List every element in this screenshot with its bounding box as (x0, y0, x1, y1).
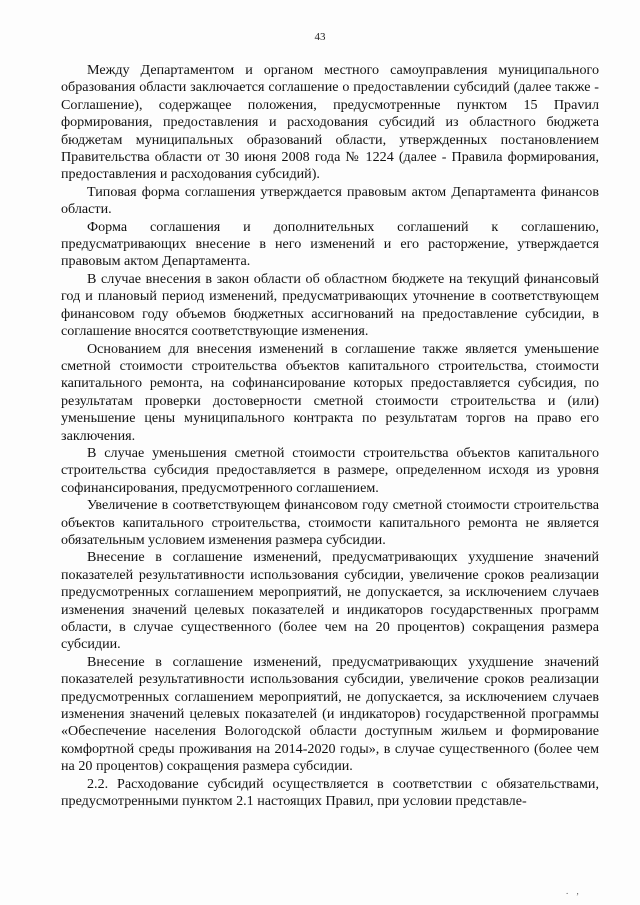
paragraph-cost-increase: Увеличение в соответствующем финансовом году сметной стоимости строительства объектов капитального строительства, стоимости капитального ремонта не является обязательным условием изменения размера субсидии. (61, 497, 599, 548)
paragraph-additional-agreements: Форма соглашения и дополнительных соглашений к соглашению, предусматривающих внесение в него изменений и его расторжение, утверждается правовым актом Департамента. (61, 218, 599, 270)
paragraph-budget-law-changes: В случае внесения в закон области об областном бюджете на текущий финансовый год и плановый период изменений, предусматривающих уточнение в соответствующем финансовом году объемов бюджетных ассигнований на предоставление субсидии, в соглашение вносятся соответствующие изменения. (61, 270, 599, 340)
paragraph-housing-program: Внесение в соглашение изменений, предусматривающих ухудшение значений показателей результативности использования субсидии, увеличение сроков реализации предусмотренных соглашением мероприятий, не допускается, за исключением случаев изменения значений целевых показателей (и индикаторов) государственной программы «Обеспечение населения Вологодской области доступным жильем и формирование комфортной среды проживания на 2014-2020 годы», в случае существенного (более чем на 20 процентов) сокращения размера субсидии. (61, 653, 599, 775)
paragraph-indicator-changes: Внесение в соглашение изменений, предусматривающих ухудшение значений показателей результативности использования субсидии, увеличение сроков реализации предусмотренных соглашением мероприятий, не допускается, за исключением случаев изменения значений целевых показателей и индикаторов государственных программ области, в случае существенного (более чем на 20 процентов) сокращения размера субсидии. (61, 549, 599, 653)
page-number: 43 (314, 31, 326, 43)
paragraph-section-2-2: 2.2. Расходование субсидий осуществляется в соответствии с обязательствами, предусмотренными пунктом 2.1 настоящих Правил, при условии представле- (61, 775, 599, 810)
paragraph-standard-form: Типовая форма соглашения утверждается правовым актом Департамента финансов области. (61, 183, 599, 218)
document-body (61, 62, 599, 810)
paragraph-agreement-conclusion: Между Департаментом и органом местного самоуправления муниципального образования области заключается соглашение о предоставлении субсидий (далее также - Соглашение), содержащее положения, предусмотренные пунктом 15 Праvил формирования, предоставления и расходования субсидий из областного бюджета бюджетам муниципальных образований области, утвержденных постановлением Правительства области от 30 июня 2008 года № 1224 (далее - Правила формирования, предоставления и расходования субсидий). (61, 62, 599, 183)
paragraph-basis-for-changes: Основанием для внесения изменений в соглашение также является уменьшение сметной стоимости строительства объектов капитального строительства, стоимости капитального ремонта, на софинансирование которых предоставляется субсидия, по результатам проверки достоверности сметной стоимости строительства и (или) уменьшение цены муниципального контракта по результатам торгов на право его заключения. (61, 340, 599, 444)
paragraph-cost-reduction: В случае уменьшения сметной стоимости строительства объектов капитального строительства субсидия предоставляется в размере, определенном исходя из уровня софинансирования, предусмотренного соглашением. (61, 444, 599, 496)
scan-marks: . , (566, 886, 582, 896)
